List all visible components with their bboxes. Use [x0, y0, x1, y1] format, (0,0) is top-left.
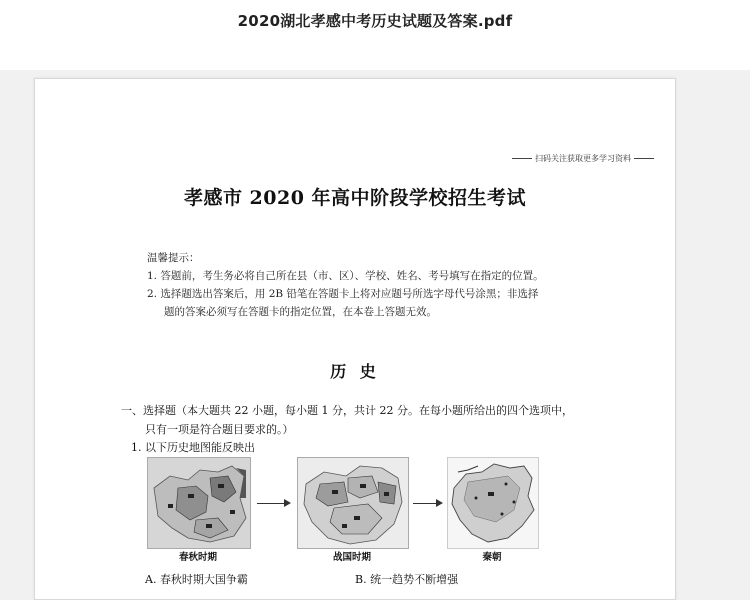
- option-a: A. 春秋时期大国争霸: [145, 573, 248, 586]
- dash-left: [512, 158, 532, 159]
- subject-title: 历 史: [330, 362, 380, 381]
- exam-title: 孝感市 2020 年高中阶段学校招生考试: [183, 187, 527, 209]
- notice-item-1: 1. 答题前，考生务必将自己所在县（市、区）、学校、姓名、考号填写在指定的位置。: [147, 270, 544, 282]
- map-zhanguo-image: [297, 457, 409, 549]
- arrow-1: [257, 503, 289, 504]
- section-line-2: 只有一项是符合题目要求的。）: [145, 423, 294, 436]
- option-b: B. 统一趋势不断增强: [355, 573, 459, 586]
- map-caption-3: 秦朝: [482, 552, 502, 563]
- notice-heading: 温馨提示：: [147, 252, 200, 264]
- scan-note-text: 扫码关注获取更多学习资料: [535, 154, 631, 163]
- map-chunqiu-image: [147, 457, 251, 549]
- arrow-2: [413, 503, 441, 504]
- viewer-header: [0, 0, 750, 70]
- map-caption-1: 春秋时期: [178, 552, 217, 563]
- notice-item-2-line2: 题的答案必须写在答题卡的指定位置，在本卷上答题无效。: [164, 306, 437, 318]
- file-title: 2020湖北孝感中考历史试题及答案.pdf: [237, 12, 513, 30]
- scan-note: [509, 153, 657, 164]
- pdf-page: [34, 78, 676, 600]
- map-caption-2: 战国时期: [332, 552, 371, 563]
- map-qin-image: [447, 457, 539, 549]
- question-1-stem: 1. 以下历史地图能反映出: [131, 441, 255, 454]
- section-instructions: [121, 401, 601, 439]
- section-line-1: 一、选择题（本大题共 22 小题，每小题 1 分，共计 22 分。在每小题所给出的四个选项中，: [121, 404, 573, 417]
- notice-item-2-line1: 2. 选择题选出答案后，用 2B 铅笔在答题卡上将对应题号所选字母代号涂黑；非选择: [147, 288, 539, 300]
- notice-block: [147, 249, 607, 321]
- dash-right: [634, 158, 654, 159]
